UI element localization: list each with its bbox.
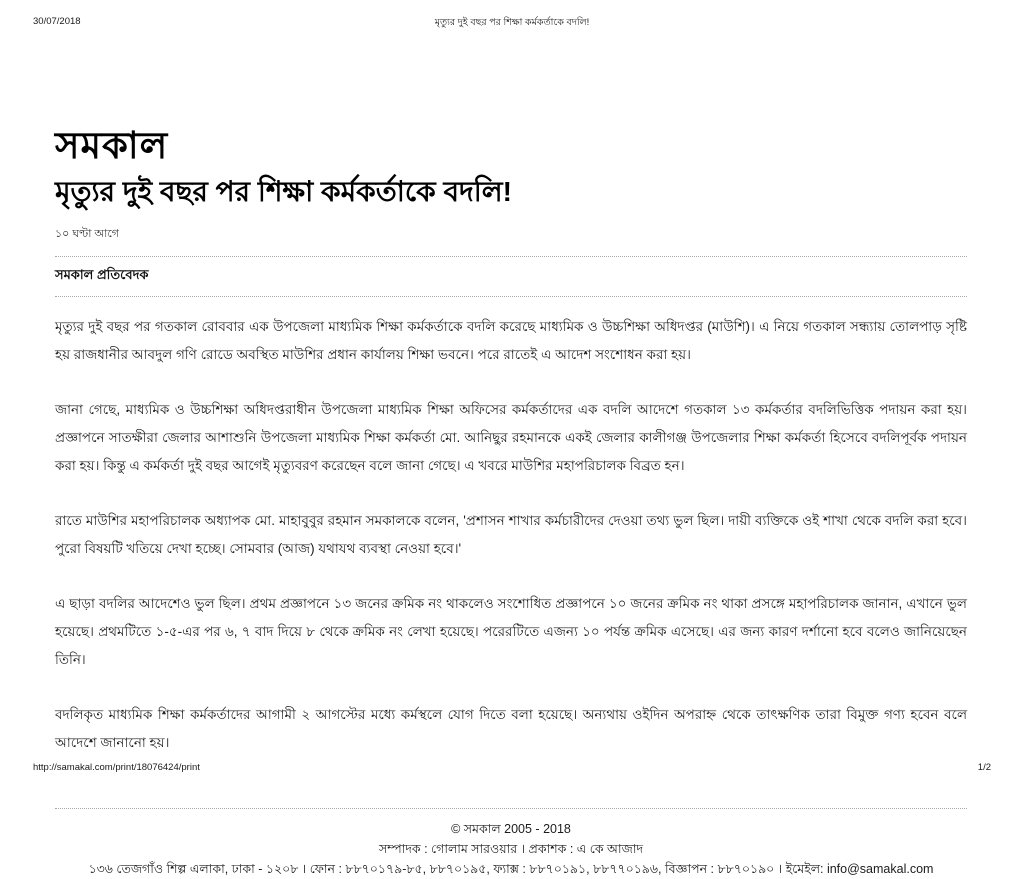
article-headline: মৃত্যুর দুই বছর পর শিক্ষা কর্মকর্তাকে বদলি! [55,176,512,207]
article-paragraph: মৃত্যুর দুই বছর পর গতকাল রোববার এক উপজেলা মাধ্যমিক শিক্ষা কর্মকর্তাকে বদলি করেছে মাধ্যমিক ও উচ্চশিক্ষা অধিদপ্তর (মাউশি)। এ নিয়ে গতকাল সন্ধ্যায় তোলপাড় সৃষ্টি হয় রাজধানীর আবদুল গণি রোডে অবস্থিত মাউশির প্রধান কার্যালয় শিক্ষা ভবনে। পরে রাতেই এ আদেশ সংশোধন করা হয়। [55,319,967,362]
site-footer [55,819,967,879]
print-footer [33,762,991,773]
divider-footer [55,808,967,809]
divider-byline [55,296,967,297]
article-paragraph: জানা গেছে, মাধ্যমিক ও উচ্চশিক্ষা অধিদপ্তরাধীন উপজেলা মাধ্যমিক শিক্ষা অফিসের কর্মকর্তাদের এক বদলি আদেশে গতকাল ১৩ কর্মকর্তার বদলিভিত্তিক পদায়ন করা হয়। প্রজ্ঞাপনে সাতক্ষীরা জেলার আশাশুনি উপজেলা মাধ্যমিক শিক্ষা কর্মকর্তা মো. আনিছুর রহমানকে একই জেলার কালীগঞ্জ উপজেলার শিক্ষা কর্মকর্তা হিসেবে বদলিপূর্বক পদায়ন করা হয়। কিন্তু এ কর্মকর্তা দুই বছর আগেই মৃত্যুবরণ করেছেন বলে জানা গেছে। এ খবরে মাউশির মহাপরিচালক বিব্রত হন। [55,402,967,473]
print-url: http://samakal.com/print/18076424/print [33,762,200,773]
print-doc-title: মৃত্যুর দুই বছর পর শিক্ষা কর্মকর্তাকে বদলি! [434,17,590,28]
publisher-line: সম্পাদক : গোলাম সারওয়ার । প্রকাশক : এ কে আজাদ [378,842,644,856]
copyright-line: © সমকাল 2005 - 2018 [451,822,571,836]
article-paragraph: এ ছাড়া বদলির আদেশেও ভুল ছিল। প্রথম প্রজ্ঞাপনে ১৩ জনের ক্রমিক নং থাকলেও সংশোধিত প্রজ্ঞাপনে ১০ জনের ক্রমিক নং থাকা প্রসঙ্গে মহাপরিচালক জানান, এখানে ভুল হয়েছে। প্রথমটিতে ১-৫-এর পর ৬, ৭ বাদ দিয়ে ৮ থেকে ক্রমিক নং লেখা হয়েছে। পরেরটিতে এজন্য ১০ পর্যন্ত ক্রমিক এসেছে। এর জন্য কারণ দর্শানো হবে বলেও জানিয়েছেন তিনি। [55,596,967,667]
published-time: ১০ ঘণ্টা আগে [55,228,119,240]
article-byline: সমকাল প্রতিবেদক [55,267,149,282]
article-paragraph: বদলিকৃত মাধ্যমিক শিক্ষা কর্মকর্তাদের আগামী ২ আগস্টের মধ্যে কর্মস্থলে যোগ দিতে বলা হয়েছে। অন্যথায় ওইদিন অপরাহ্ন থেকে তাৎক্ষণিক তারা বিমুক্ত গণ্য হবেন বলে আদেশে জানানো হয়। [55,707,967,750]
print-date: 30/07/2018 [33,16,81,27]
address-line: ১৩৬ তেজগাঁও শিল্প এলাকা, ঢাকা - ১২০৮ । ফোন : ৮৮৭০১৭৯-৮৫, ৮৮৭০১৯৫, ফ্যাক্স : ৮৮৭০১৯১, ৮৮৭৭০১৯৬, বিজ্ঞাপন : ৮৮৭০১৯০ । ইমেইল: info@samakal.com [88,862,934,876]
print-header [0,16,1024,30]
samakal-logo: সমকাল [55,126,169,167]
article-paragraph: রাতে মাউশির মহাপরিচালক অধ্যাপক মো. মাহাবুবুর রহমান সমকালকে বলেন, 'প্রশাসন শাখার কর্মচারীদের দেওয়া তথ্য ভুল ছিল। দায়ী ব্যক্তিকে ওই শাখা থেকে বদলি করা হবে। পুরো বিষয়টি খতিয়ে দেখা হচ্ছে। সোমবার (আজ) যথাযথ ব্যবস্থা নেওয়া হবে।' [55,513,967,556]
divider-top [55,256,967,257]
article-body [55,313,967,757]
page-number: 1/2 [977,762,991,773]
